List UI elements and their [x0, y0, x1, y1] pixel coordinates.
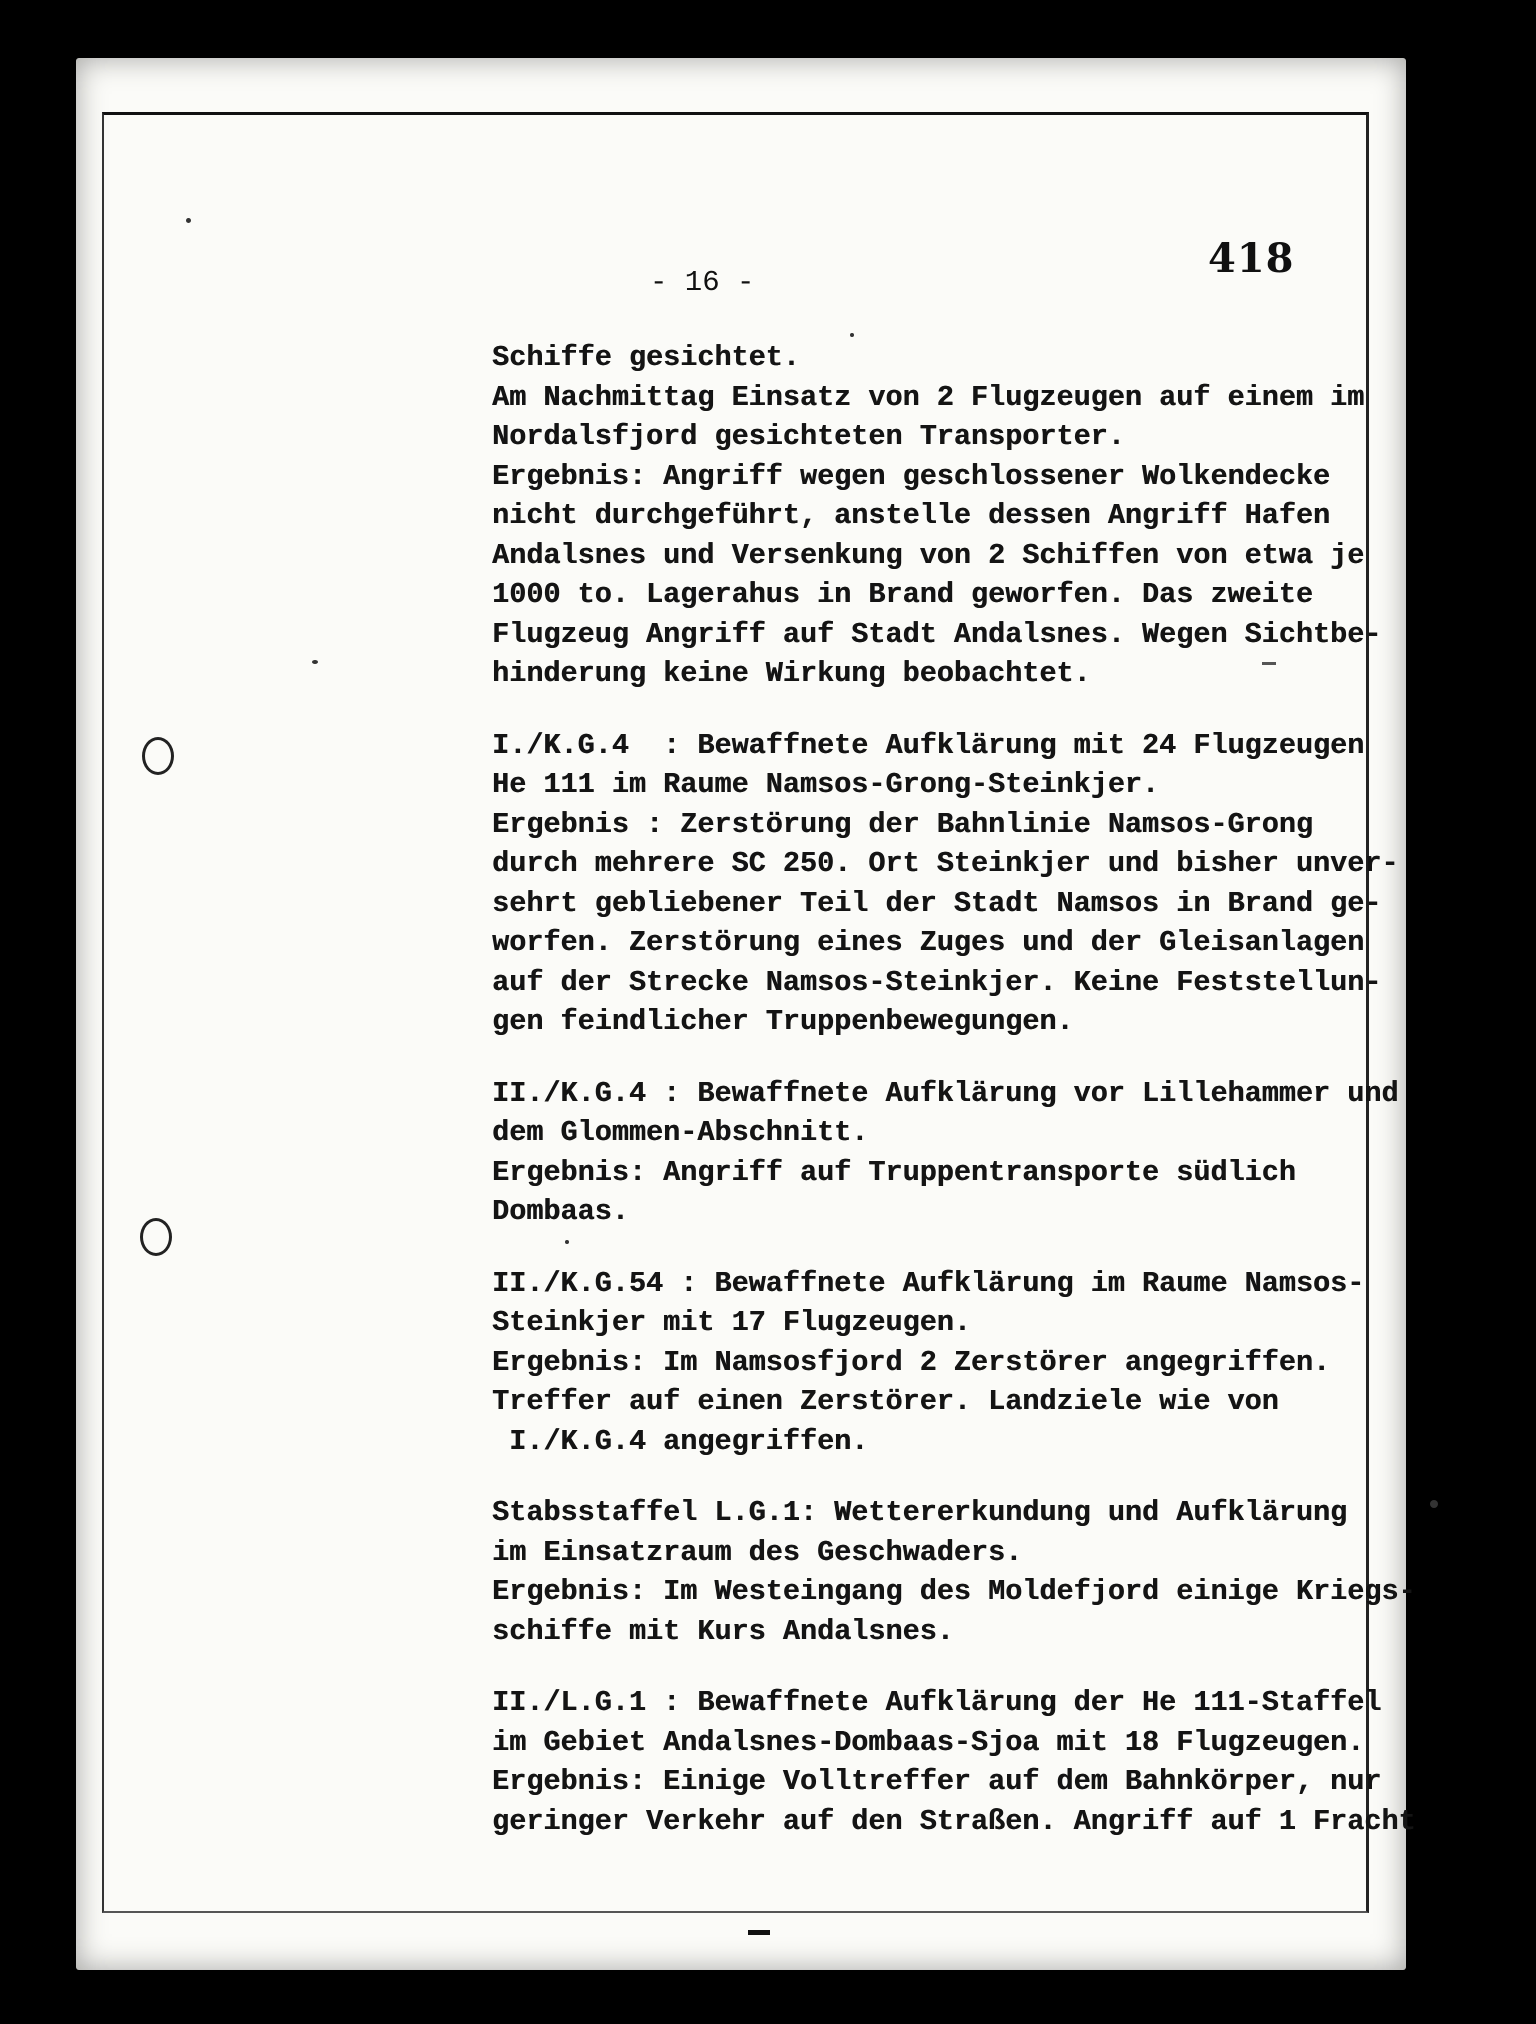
text-line: Andalsnes und Versenkung von 2 Schiffen von etwa je	[492, 538, 1365, 572]
text-line: II./K.G.54 : Bewaffnete Aufklärung im Raume Namsos-	[492, 1266, 1365, 1300]
text-line: Stabsstaffel L.G.1: Wettererkundung und Aufklärung	[492, 1496, 1348, 1529]
text-line: Ergebnis: Angriff auf Truppentransporte südlich	[492, 1155, 1296, 1189]
text-line: auf der Strecke Namsos-Steinkjer. Keine Feststellun-	[492, 965, 1382, 999]
text-line: Ergebnis: Im Namsosfjord 2 Zerstörer angegriffen.	[492, 1345, 1331, 1379]
paragraph-3	[492, 1074, 1399, 1232]
text-line: Dombaas.	[492, 1195, 629, 1228]
paragraph-5	[492, 1493, 1416, 1651]
paragraph-2	[492, 726, 1399, 1042]
text-line: Treffer auf einen Zerstörer. Landziele wie von	[492, 1385, 1279, 1418]
text-line: I./K.G.4 : Bewaffnete Aufklärung mit 24 Flugzeugen	[492, 728, 1365, 762]
text-line: Steinkjer mit 17 Flugzeugen.	[492, 1306, 971, 1339]
text-line: Ergebnis: Einige Volltreffer auf dem Bahnkörper, nur	[492, 1765, 1382, 1798]
scan-speck	[850, 333, 854, 337]
text-line: Nordalsfjord gesichteten Transporter.	[492, 420, 1125, 453]
paragraph-4	[492, 1264, 1365, 1462]
bottom-mark	[748, 1930, 770, 1935]
folio-number: 418	[1208, 235, 1295, 282]
text-line: II./L.G.1 : Bewaffnete Aufklärung der He 111-Staffel	[492, 1686, 1382, 1719]
text-line: schiffe mit Kurs Andalsnes.	[492, 1614, 954, 1648]
text-line: dem Glommen-Abschnitt.	[492, 1116, 869, 1149]
text-line: II./K.G.4 : Bewaffnete Aufklärung vor Lillehammer und	[492, 1076, 1399, 1110]
page-number: - 16 -	[650, 266, 755, 299]
text-line: I./K.G.4 angegriffen.	[492, 1424, 869, 1458]
text-line: worfen. Zerstörung eines Zuges und der Gleisanlagen	[492, 926, 1365, 959]
text-line: Ergebnis : Zerstörung der Bahnlinie Namsos-Grong	[492, 807, 1313, 841]
text-line: Am Nachmittag Einsatz von 2 Flugzeugen auf einem im	[492, 380, 1365, 414]
scan-speck	[312, 660, 318, 664]
text-line: durch mehrere SC 250. Ort Steinkjer und bisher unver-	[492, 847, 1399, 880]
paragraph-6	[492, 1683, 1416, 1841]
text-line: geringer Verkehr auf den Straßen. Angriff auf 1 Fracht	[492, 1804, 1416, 1838]
text-line: hinderung keine Wirkung beobachtet.	[492, 657, 1091, 690]
text-line: 1000 to. Lagerahus in Brand geworfen. Das zweite	[492, 578, 1313, 611]
document-body	[492, 338, 1416, 1841]
text-line: im Einsatzraum des Geschwaders.	[492, 1535, 1023, 1569]
text-line: im Gebiet Andalsnes-Dombaas-Sjoa mit 18 Flugzeugen.	[492, 1725, 1365, 1759]
text-line: He 111 im Raume Namsos-Grong-Steinkjer.	[492, 768, 1160, 801]
paragraph-1	[492, 338, 1382, 694]
punch-hole	[142, 737, 174, 775]
text-line: Ergebnis: Im Westeingang des Moldefjord einige Kriegs-	[492, 1575, 1416, 1608]
scan-speck	[1430, 1500, 1438, 1508]
text-line: nicht durchgeführt, anstelle dessen Angriff Hafen	[492, 499, 1331, 532]
text-line: sehrt gebliebener Teil der Stadt Namsos in Brand ge-	[492, 886, 1382, 920]
stray-mark	[1262, 662, 1276, 665]
text-line: Schiffe gesichtet.	[492, 341, 800, 374]
punch-hole	[140, 1218, 172, 1256]
text-line: Flugzeug Angriff auf Stadt Andalsnes. Wegen Sichtbe-	[492, 617, 1382, 651]
text-line: Ergebnis: Angriff wegen geschlossener Wolkendecke	[492, 459, 1331, 493]
scan-speck	[186, 218, 191, 223]
text-line: gen feindlicher Truppenbewegungen.	[492, 1005, 1074, 1038]
